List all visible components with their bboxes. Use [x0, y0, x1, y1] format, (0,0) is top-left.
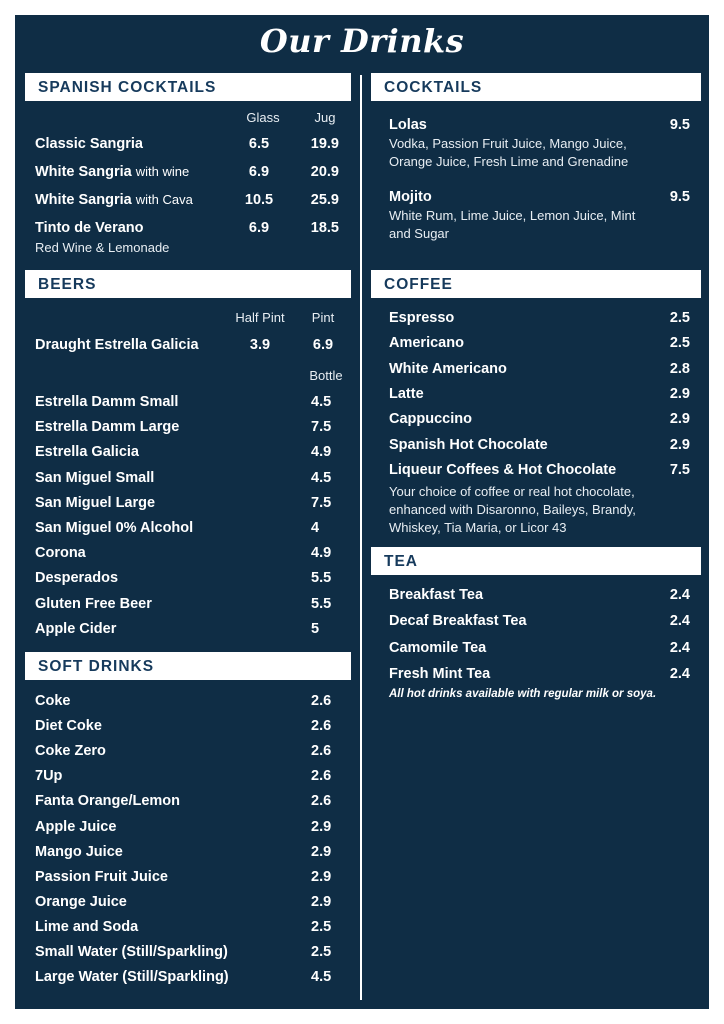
menu-item-name: San Miguel Large	[35, 494, 156, 511]
menu-item-name: Diet Coke	[35, 718, 102, 735]
price: 7.5	[311, 494, 332, 511]
price: 2.9	[311, 893, 332, 910]
price: 4.5	[311, 394, 332, 410]
price: 2.6	[311, 793, 332, 810]
item-description: and Sugar	[389, 226, 449, 241]
menu-item-name: Apple Cider	[35, 620, 117, 637]
menu-item-name: Mango Juice	[35, 843, 123, 860]
price: 2.6	[311, 768, 332, 785]
item-note: with Cava	[135, 192, 193, 207]
price: 2.4	[669, 666, 690, 683]
item-name: White Sangria	[35, 192, 132, 208]
menu-item-name: Cappuccino	[389, 411, 472, 428]
price: 4.5	[311, 969, 332, 986]
item-name: White Sangria	[35, 164, 132, 180]
menu-item-name: Lolas	[389, 117, 427, 133]
price: 9.5	[669, 117, 690, 133]
price: 4.9	[311, 444, 332, 461]
price-glass: 10.5	[244, 192, 274, 208]
price: 4.9	[311, 545, 332, 562]
price: 2.5	[311, 918, 332, 935]
menu-item-name	[35, 191, 193, 209]
section-header-spanish-cocktails: SPANISH COCKTAILS	[25, 73, 351, 101]
price: 2.9	[311, 843, 332, 860]
price: 2.9	[669, 411, 690, 428]
item-note: with wine	[135, 164, 190, 179]
column-label-half-pint: Half Pint	[235, 310, 285, 325]
price: 2.6	[311, 718, 332, 735]
menu-item-name: Large Water (Still/Sparkling)	[35, 969, 229, 986]
menu-item-name: Lime and Soda	[35, 918, 139, 935]
price: 2.4	[669, 613, 690, 630]
menu-item-name: 7Up	[35, 768, 63, 785]
menu-item-name: Spanish Hot Chocolate	[389, 436, 548, 453]
section-header-tea: TEA	[371, 547, 701, 575]
menu-item-name: Draught Estrella Galicia	[35, 337, 199, 353]
price: 2.9	[311, 868, 332, 885]
menu-item-name: Estrella Damm Small	[35, 394, 179, 410]
item-description: Whiskey, Tia Maria, or Licor 43	[389, 520, 567, 535]
menu-item-name: Decaf Breakfast Tea	[389, 613, 527, 630]
item-description: White Rum, Lime Juice, Lemon Juice, Mint	[389, 208, 636, 223]
menu-item-name	[35, 135, 143, 153]
price: 2.5	[311, 944, 332, 960]
price: 2.4	[669, 639, 690, 656]
menu-item-name: Coke	[35, 693, 71, 709]
menu-item-name: Breakfast Tea	[389, 587, 484, 603]
section-header-cocktails: COCKTAILS	[371, 73, 701, 101]
price: 2.9	[311, 818, 332, 835]
price: 4	[311, 520, 320, 536]
menu-item-name: Coke Zero	[35, 743, 106, 760]
price: 2.5	[669, 335, 690, 352]
price: 2.8	[669, 360, 690, 377]
column-divider	[360, 75, 362, 1000]
menu-item-name	[35, 163, 189, 181]
price-jug: 25.9	[310, 192, 339, 208]
price: 2.9	[669, 436, 690, 453]
item-description: Orange Juice, Fresh Lime and Grenadine	[389, 154, 629, 169]
section-header-beers: BEERS	[25, 270, 351, 298]
item-description: Your choice of coffee or real hot chocolate,	[389, 484, 635, 499]
price: 2.6	[311, 743, 332, 760]
menu-item-name: Liqueur Coffees & Hot Chocolate	[389, 461, 617, 478]
price-pint: 6.9	[312, 337, 334, 353]
menu-item-name: Orange Juice	[35, 893, 127, 910]
menu-item-name: White Americano	[389, 360, 507, 377]
menu-item-name: Fresh Mint Tea	[389, 666, 491, 683]
price: 2.5	[669, 310, 690, 326]
menu-item-name: Corona	[35, 545, 86, 562]
price-glass: 6.5	[248, 136, 270, 152]
menu-item-name: Apple Juice	[35, 818, 117, 835]
column-label-glass: Glass	[246, 110, 280, 125]
item-name: Tinto de Verano	[35, 220, 144, 236]
price: 2.6	[311, 693, 332, 709]
price: 5	[311, 620, 320, 637]
menu-item-name: Passion Fruit Juice	[35, 868, 168, 885]
menu-item-name: Espresso	[389, 310, 455, 326]
menu-item-name: San Miguel Small	[35, 469, 155, 486]
column-label-bottle: Bottle	[309, 368, 343, 383]
hot-drinks-note: All hot drinks available with regular milk or soya.	[389, 688, 657, 700]
menu-item-name	[35, 219, 144, 237]
price: 4.5	[311, 469, 332, 486]
section-header-soft-drinks: SOFT DRINKS	[25, 652, 351, 680]
price-half-pint: 3.9	[249, 337, 271, 353]
menu-item-name: Estrella Damm Large	[35, 419, 180, 436]
price: 9.5	[669, 189, 690, 205]
menu-item-name: Americano	[389, 335, 464, 352]
price-glass: 6.9	[248, 220, 270, 236]
price-jug: 19.9	[310, 136, 339, 152]
price: 7.5	[311, 419, 332, 436]
menu-item-name: Fanta Orange/Lemon	[35, 793, 181, 810]
price: 5.5	[311, 595, 332, 612]
price: 5.5	[311, 570, 332, 587]
page-title: Our Drinks	[259, 22, 465, 60]
menu-item-name: Gluten Free Beer	[35, 595, 152, 612]
menu-item-name: Small Water (Still/Sparkling)	[35, 944, 228, 960]
menu-item-name: San Miguel 0% Alcohol	[35, 520, 194, 536]
price-jug: 20.9	[310, 164, 339, 180]
item-description: Red Wine & Lemonade	[35, 240, 170, 255]
menu-item-name: Camomile Tea	[389, 639, 487, 656]
column-label-jug: Jug	[314, 110, 336, 125]
item-description: enhanced with Disaronno, Baileys, Brandy,	[389, 502, 636, 517]
menu-item-name: Desperados	[35, 570, 119, 587]
column-label-pint: Pint	[311, 310, 335, 325]
price: 7.5	[669, 461, 690, 478]
item-name: Classic Sangria	[35, 136, 143, 152]
menu-item-name: Mojito	[389, 189, 432, 205]
menu-item-name: Estrella Galicia	[35, 444, 139, 461]
price-glass: 6.9	[248, 164, 270, 180]
section-header-coffee: COFFEE	[371, 270, 701, 298]
menu-item-name: Latte	[389, 385, 424, 402]
price: 2.4	[669, 587, 690, 603]
price-jug: 18.5	[310, 220, 339, 236]
item-description: Vodka, Passion Fruit Juice, Mango Juice,	[389, 136, 627, 151]
price: 2.9	[669, 385, 690, 402]
